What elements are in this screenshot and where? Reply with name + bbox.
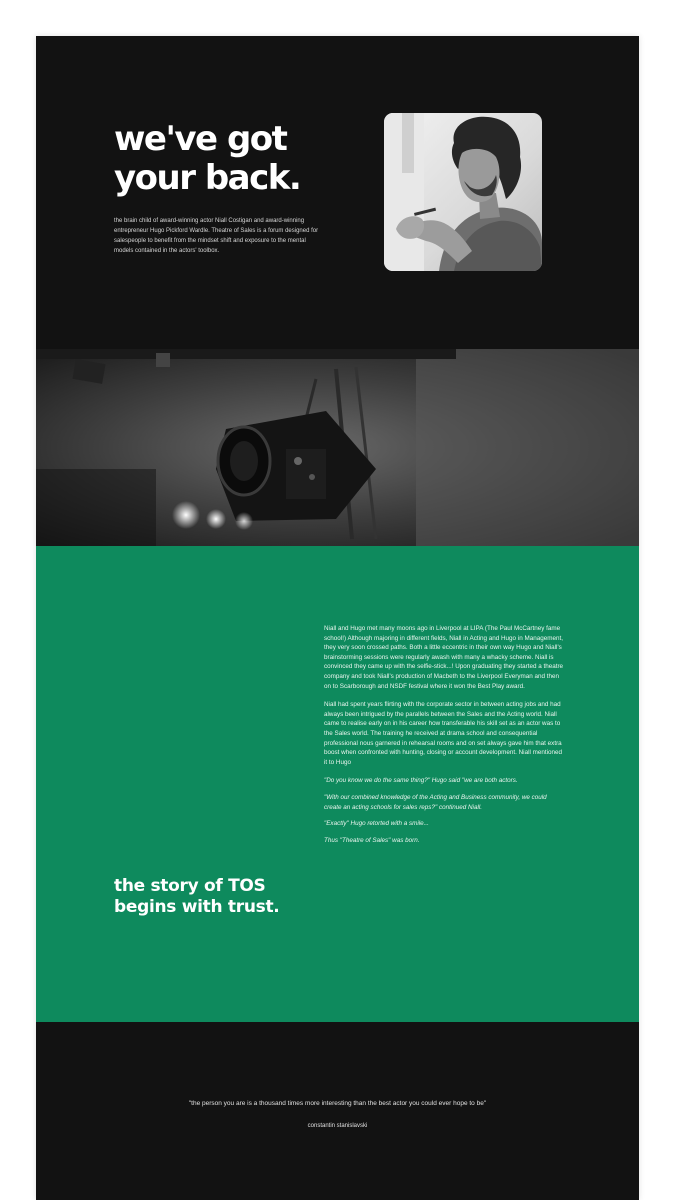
story-quote-3: "Exactly" Hugo retorted with a smile... bbox=[324, 820, 429, 828]
hero-title-line-2: your back. bbox=[114, 158, 301, 198]
story-text bbox=[324, 624, 564, 852]
story-paragraph-2: Niall had spent years flirting with the corporate sector in between acting jobs and had always been intrigued by the parallels between the Sales and the Acting world. Niall came to realise early on in his career how transferable his skill set as an actor was to the Sales world. The training he received at drama school and consequential professional nous garnered in rehearsal rooms and on set always gave him that extra boost when confronted with hunting, closing or account development. Niall mentioned it to Hugo bbox=[324, 701, 563, 766]
story-heading: the story of TOS begins with trust. bbox=[114, 876, 280, 917]
hero-section bbox=[36, 36, 639, 349]
quote-section bbox=[36, 1022, 639, 1200]
camera-image-band bbox=[36, 349, 639, 546]
landing-page bbox=[36, 36, 639, 1200]
story-quote-1: "Do you know we do the same thing?" Hugo said "we are both actors. bbox=[324, 777, 518, 785]
story-quote-4: Thus "Theatre of Sales" was born. bbox=[324, 836, 420, 844]
story-quote-2: "With our combined knowledge of the Acting and Business community, we could create an acting schools for sales reps?" continued Niall. bbox=[324, 793, 547, 811]
hero-title bbox=[114, 120, 354, 198]
founder-portrait-photo bbox=[384, 113, 542, 271]
story-paragraph-1: Niall and Hugo met many moons ago in Liverpool at LIPA (The Paul McCartney fame school!) Although majoring in different fields, Niall in Acting and Hugo in Management, they very soon crossed paths. Both a little eccentric in their own way Hugo and Niall's brainstorming sessions were regularly awash with many a whacky scheme. Niall is convinced they came up with the selfie-stick...! Upon graduating they started a theatre company and took Niall's production of Macbeth to the Liverpool Everyman and then on to Scarborough and NSDF festival where it won the Best Play award. bbox=[324, 625, 564, 690]
hero-title-line-1: we've got bbox=[114, 119, 287, 159]
quote-author: constantin stanislavski bbox=[307, 1123, 368, 1129]
story-section bbox=[36, 546, 639, 1022]
hero-description: the brain child of award-winning actor Niall Costigan and award-winning entrepreneur Hugo Pickford Wardle. Theatre of Sales is a forum designed for salespeople to benefit from the mindset shift and exposure to the mental models contained in the actors' toolbox. bbox=[114, 218, 319, 254]
stanislavski-quote: "the person you are is a thousand times more interesting than the best actor you could ever hope to be" bbox=[188, 1100, 487, 1107]
